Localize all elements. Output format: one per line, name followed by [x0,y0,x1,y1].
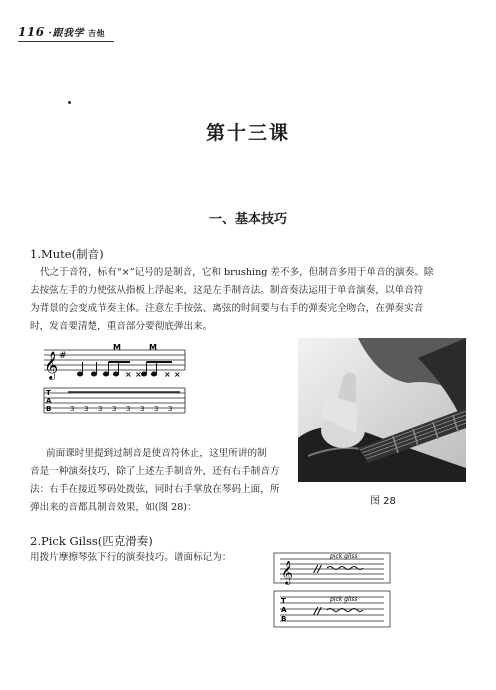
treble-clef-icon: 𝄞 [281,560,293,584]
svg-text:×: × [125,370,132,379]
tab-letter: B [46,405,52,413]
mute-body-line: 音是一种演奏技巧，除了上述左手制音外，还有右手制音方 [30,466,280,477]
tab-letter: T [281,597,286,605]
page-number: 116 [18,25,45,39]
mute-paragraph-line: 时，发音要清楚，重音部分要彻底弹出来。 [30,321,213,332]
header-rule [18,41,114,42]
pick-gliss-label: pick gliss [330,596,358,603]
running-header [18,24,105,39]
fret-number: 3 [84,405,89,413]
lesson-title: 第十三课 [205,122,290,144]
slash-mark: // [314,606,322,617]
pick-gliss-heading: 2.Pick Gilss(匹克滑奏) [30,534,153,548]
tab-letter: B [281,615,287,623]
mute-body-line: 法：右手在接近琴码处拨弦，同时右手掌放在琴码上面，所 [30,484,280,495]
fret-number: 3 [98,405,103,413]
guitar-mute-photo [298,338,466,482]
pick-gliss-notation [272,551,392,631]
figure-caption: 图 28 [370,496,396,507]
mute-paragraph [30,264,470,336]
slash-mark: // [314,564,322,575]
accent-mark: M [113,343,121,352]
stray-mark [68,101,71,104]
mute-paragraph-line: 为背景的会变成节奏主体。注意左手按弦、离弦的时间要与右手的弹奏完全吻合，在弹奏实音 [30,303,424,314]
fret-number: 3 [112,405,117,413]
sharp-icon: # [59,351,67,361]
treble-clef-icon: 𝄞 [44,351,59,379]
svg-text:×: × [174,370,181,379]
mute-heading: 1.Mute(制音) [30,247,104,261]
book-title: ·跟我学 [48,28,85,39]
mute-body-line: 弹出来的音都具制音效果，如(图 28)： [30,502,197,513]
section-title: 一、基本技巧 [208,212,287,227]
book-subject: 吉他 [88,28,106,38]
fret-number: 3 [154,405,159,413]
pick-gliss-label: pick gliss [330,553,358,560]
mute-paragraph-line: 代之于音符，标有“×”记号的是制音，它和 brushing 差不多，但制音多用于单音的演奏。除 [40,267,434,278]
tab-letter: A [281,606,287,614]
pick-gliss-description: 用拨片摩擦琴弦下行的演奏技巧。谱面标记为： [30,552,232,563]
fret-number: 3 [140,405,145,413]
fret-number: 3 [126,405,131,413]
fret-number: 3 [168,405,173,413]
mute-notation [40,340,190,420]
tab-letter: T [46,389,51,397]
svg-text:×: × [164,370,171,379]
mute-paragraph-line: 去按弦左手的力使弦从指板上浮起来，这是左手制音法。制音奏法运用于单音演奏，以单音符 [30,285,424,296]
svg-text:×: × [135,370,142,379]
accent-mark: M [149,343,157,352]
tab-letter: A [46,397,52,405]
fret-number: 3 [70,405,75,413]
mute-body-line: 前面课时里提到过制音是使音符休止，这里所讲的制 [46,448,267,459]
mute-body [30,445,296,517]
